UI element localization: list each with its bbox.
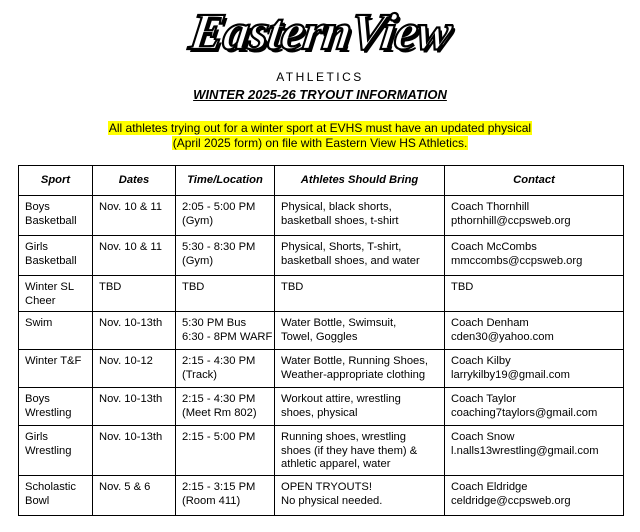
cell-bring xyxy=(275,426,445,476)
cell-dates xyxy=(93,388,176,426)
cell-line: Winter SL xyxy=(25,281,75,293)
cell-sport xyxy=(19,350,93,388)
cell-line: Nov. 10-13th xyxy=(99,431,163,443)
athletics-subtitle: ATHLETICS xyxy=(276,70,364,84)
cell-dates xyxy=(93,350,176,388)
table-row xyxy=(19,388,624,426)
physical-notice xyxy=(0,121,640,151)
table-row xyxy=(19,426,624,476)
page-title: WINTER 2025-26 TRYOUT INFORMATION xyxy=(193,87,447,102)
cell-dates xyxy=(93,476,176,516)
cell-line: 2:15 - 4:30 PM xyxy=(182,393,256,405)
cell-bring xyxy=(275,196,445,236)
cell-dates xyxy=(93,312,176,350)
eastern-view-logo xyxy=(0,2,640,64)
cell-line: coaching7taylors@gmail.com xyxy=(451,406,598,419)
cell-line: cden30@yahoo.com xyxy=(451,330,554,343)
cell-time xyxy=(176,236,275,276)
cell-line: 5:30 PM Bus xyxy=(182,317,247,329)
cell-bring xyxy=(275,312,445,350)
cell-line: Winter T&F xyxy=(25,355,82,367)
cell-bring xyxy=(275,350,445,388)
table-row xyxy=(19,276,624,312)
cell-line: mmccombs@ccpsweb.org xyxy=(451,254,583,267)
cell-sport xyxy=(19,276,93,312)
cell-line: Scholastic xyxy=(25,481,76,493)
cell-line: larrykilby19@gmail.com xyxy=(451,368,570,381)
table-row xyxy=(19,476,624,516)
cell-line: 6:30 - 8PM WARF xyxy=(182,330,273,343)
cell-line: Water Bottle, Running Shoes, xyxy=(281,355,428,367)
cell-dates xyxy=(93,196,176,236)
cell-line: Basketball xyxy=(25,214,77,227)
cell-sport xyxy=(19,312,93,350)
cell-time xyxy=(176,276,275,312)
cell-sport xyxy=(19,426,93,476)
logo-wordmark: EasternView xyxy=(185,4,455,61)
cell-line: Running shoes, wrestling xyxy=(281,431,406,443)
header-dates: Dates xyxy=(93,166,176,196)
cell-line: 2:15 - 5:00 PM xyxy=(182,431,256,443)
cell-line: (Meet Rm 802) xyxy=(182,406,257,419)
notice-line-1: All athletes trying out for a winter sport at EVHS must have an updated physical xyxy=(108,121,532,135)
cell-line: Coach Thornhill xyxy=(451,201,530,213)
cell-line: 2:05 - 5:00 PM xyxy=(182,201,256,213)
cell-line: Nov. 10-13th xyxy=(99,393,163,405)
cell-sport xyxy=(19,476,93,516)
cell-line: OPEN TRYOUTS! xyxy=(281,481,372,493)
cell-line: Weather-appropriate clothing xyxy=(281,368,426,381)
cell-time xyxy=(176,426,275,476)
cell-line: basketball shoes, t-shirt xyxy=(281,214,399,227)
cell-line: pthornhill@ccpsweb.org xyxy=(451,214,571,227)
cell-contact xyxy=(445,196,624,236)
cell-line: TBD xyxy=(99,281,122,293)
cell-line: Towel, Goggles xyxy=(281,330,358,343)
cell-line: Nov. 10-13th xyxy=(99,317,163,329)
cell-contact xyxy=(445,276,624,312)
header-contact: Contact xyxy=(445,166,624,196)
cell-line: Cheer xyxy=(25,294,56,307)
cell-line: Wrestling xyxy=(25,406,72,419)
cell-time xyxy=(176,350,275,388)
cell-dates xyxy=(93,236,176,276)
cell-line: TBD xyxy=(451,281,474,293)
cell-line: 2:15 - 4:30 PM xyxy=(182,355,256,367)
cell-line: (Gym) xyxy=(182,254,214,267)
cell-line: (Room 411) xyxy=(182,494,241,507)
table-row xyxy=(19,312,624,350)
cell-line: (Track) xyxy=(182,368,218,381)
cell-contact xyxy=(445,236,624,276)
cell-bring xyxy=(275,236,445,276)
tryout-table xyxy=(18,165,624,516)
cell-line: Physical, black shorts, xyxy=(281,201,392,213)
cell-line: shoes (if they have them) & xyxy=(281,444,418,457)
cell-line: Swim xyxy=(25,317,53,329)
cell-line: Boys xyxy=(25,393,50,405)
cell-line: Coach Kilby xyxy=(451,355,511,367)
cell-line: No physical needed. xyxy=(281,494,383,507)
cell-contact xyxy=(445,350,624,388)
cell-sport xyxy=(19,388,93,426)
cell-line: Boys xyxy=(25,201,50,213)
cell-contact xyxy=(445,388,624,426)
cell-time xyxy=(176,388,275,426)
cell-line: Physical, Shorts, T-shirt, xyxy=(281,241,402,253)
cell-dates xyxy=(93,276,176,312)
cell-line: athletic apparel, water xyxy=(281,458,391,470)
cell-contact xyxy=(445,426,624,476)
cell-dates xyxy=(93,426,176,476)
cell-contact xyxy=(445,476,624,516)
cell-line: TBD xyxy=(281,281,304,293)
cell-line: Basketball xyxy=(25,254,77,267)
notice-line-2: (April 2025 form) on file with Eastern View HS Athletics. xyxy=(172,136,468,150)
table-header-row xyxy=(19,166,624,196)
cell-line: Coach McCombs xyxy=(451,241,537,253)
cell-sport xyxy=(19,236,93,276)
cell-bring xyxy=(275,388,445,426)
cell-bring xyxy=(275,476,445,516)
cell-line: Nov. 10 & 11 xyxy=(99,241,163,253)
cell-line: Nov. 10-12 xyxy=(99,355,153,367)
cell-line: basketball shoes, and water xyxy=(281,254,420,267)
table-row xyxy=(19,350,624,388)
header-athletes-bring: Athletes Should Bring xyxy=(275,166,445,196)
cell-line: Coach Taylor xyxy=(451,393,517,405)
cell-line: Bowl xyxy=(25,494,50,507)
cell-line: shoes, physical xyxy=(281,406,358,419)
table-row xyxy=(19,236,624,276)
cell-line: Coach Denham xyxy=(451,317,529,329)
cell-line: celdridge@ccpsweb.org xyxy=(451,494,571,507)
cell-bring xyxy=(275,276,445,312)
cell-line: 5:30 - 8:30 PM xyxy=(182,241,256,253)
cell-line: Girls xyxy=(25,241,48,253)
table-row xyxy=(19,196,624,236)
cell-time xyxy=(176,196,275,236)
header-sport: Sport xyxy=(19,166,93,196)
cell-time xyxy=(176,476,275,516)
cell-line: Girls xyxy=(25,431,48,443)
cell-line: Wrestling xyxy=(25,444,72,457)
cell-line: Nov. 5 & 6 xyxy=(99,481,151,493)
cell-line: 2:15 - 3:15 PM xyxy=(182,481,256,493)
cell-line: l.nalls13wrestling@gmail.com xyxy=(451,444,599,457)
cell-contact xyxy=(445,312,624,350)
cell-line: Coach Eldridge xyxy=(451,481,528,493)
cell-line: Water Bottle, Swimsuit, xyxy=(281,317,397,329)
cell-line: (Gym) xyxy=(182,214,214,227)
header-time-location: Time/Location xyxy=(176,166,275,196)
cell-line: Workout attire, wrestling xyxy=(281,393,401,405)
cell-line: TBD xyxy=(182,281,205,293)
cell-line: Nov. 10 & 11 xyxy=(99,201,163,213)
cell-sport xyxy=(19,196,93,236)
cell-line: Coach Snow xyxy=(451,431,515,443)
table-body xyxy=(19,196,624,516)
cell-time xyxy=(176,312,275,350)
